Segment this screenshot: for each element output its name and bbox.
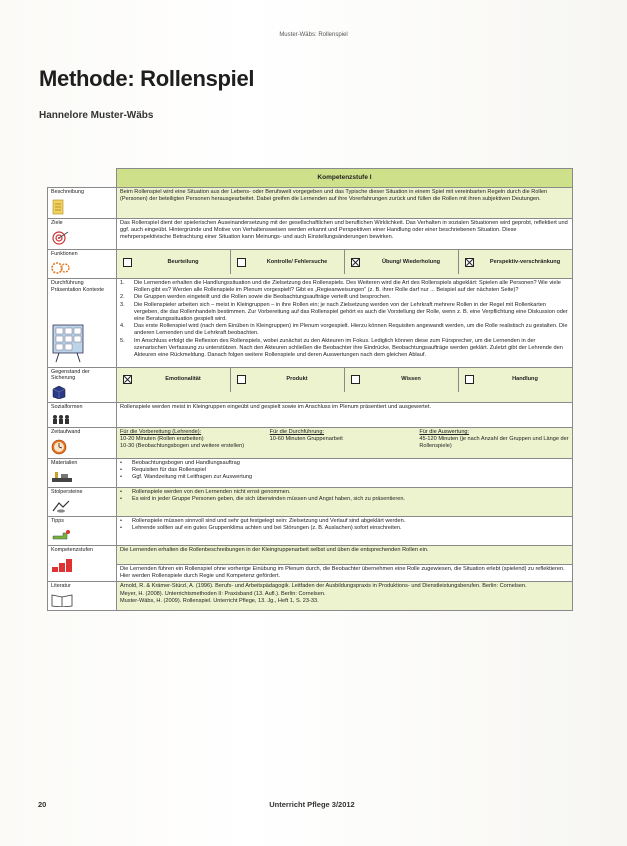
tipps-list: • Rollenspiele müssen sinnvoll sind und sehr gut festgelegt sein: Zielsetzung und Verlauf sind abgeklärt werden. • Lehrende sollten auf ein gutes Gruppenklima achten und bei Störungen (z. B. Auslachen) sofort einschreiten. xyxy=(117,517,573,546)
row-label-tipps: Tipps xyxy=(48,517,117,546)
beschreibung-text: Beim Rollenspiel wird eine Situation aus der Lebens- oder Berufswelt vorgegeben und das Typische dieser Situation in einem Spiel mit vereinbarten Regeln durch die Rollen (Personen) der beteiligten Personen herausgearbeitet. Dabei greifen die Lernenden auf ihre Vorerfahrungen zurück und füllen die Rollen mit ihren subjektiven Deutungen. xyxy=(117,188,573,219)
option-produkt: Produkt xyxy=(231,368,345,392)
zeitaufwand-cell xyxy=(117,428,573,459)
row-label-stolpersteine: Stolpersteine xyxy=(48,488,117,517)
option-uebung: Übung/ Wiederholung xyxy=(345,250,459,274)
page-title: Methode: Rollenspiel xyxy=(39,66,255,91)
checkbox-beurteilung xyxy=(123,258,132,267)
row-label-funktionen: Funktionen xyxy=(48,250,117,279)
checkbox-uebung xyxy=(351,258,360,267)
board-icon xyxy=(51,323,113,366)
row-label-literatur: Literatur xyxy=(48,582,117,611)
option-perspektiv: Perspektiv-verschränkung xyxy=(459,250,572,274)
method-table xyxy=(47,168,573,611)
clock-icon xyxy=(51,439,113,458)
durchfuehrung-steps xyxy=(117,279,573,368)
stumble-icon xyxy=(51,499,113,516)
step-1: 1. Die Lernenden erhalten die Handlungssituation und die Zielsetzung des Rollenspiels. Des Weiteren wird die Art des Rollenspiels abgeklärt: Spielen alle Personen? Wie viele Rollen gibt es? Werden alle Rollenspiele im Plenum vorgespielt? Gibt es „Regieanweisungen“ (z. B. ihrer Rolle darf nur ... Beispiel auf der nächsten Seite)? xyxy=(120,280,561,294)
magazine-name: Unterricht Pflege 3/2012 xyxy=(269,800,355,809)
book-icon xyxy=(51,593,113,610)
row-label-sozialformen: Sozialformen xyxy=(48,403,117,428)
step-3: 3. Die Rollenspieler arbeiten sich – meist in Kleingruppen – in ihre Rollen ein; je nach Zielsetzung werden von der Lehrkraft mehrere Rollen in der Regel mit Rollenkarten vergeben, die das Rollenhandeln bestimmen. Zur Vorbereitung auf das Rollenspiel gehört es auch die Vorstellung der Rolle, wenn z. B. eine Verpflichtung eine Diskussion oder eine Beratungssituation gespielt wird. xyxy=(120,301,568,323)
option-wissen: Wissen xyxy=(345,368,459,392)
gears-icon xyxy=(51,261,113,278)
materialien-list: • Beobachtungsbogen und Handlungsauftrag • Requisiten für das Rollenspiel • Ggf. Wandzeitung mit Leitfragen zur Auswertung xyxy=(117,459,573,488)
option-emotionalitaet: Emotionalität xyxy=(117,368,231,392)
checkbox-wissen xyxy=(351,375,360,384)
option-beurteilung: Beurteilung xyxy=(117,250,231,274)
competence-header: Kompetenzstufe I xyxy=(117,169,573,188)
step-4: 4. Das erste Rollenspiel wird (nach dem Einüben in Kleingruppen) im Plenum vorgespielt. Hierzu können Requisiten angewandt werden, um die Rolle realistisch zu gestalten. Die anderen Lernenden und die Lehrkraft beobachten. xyxy=(120,323,568,337)
row-label-gegenstand: Gegenstand der Sicherung xyxy=(48,367,117,403)
steps-icon xyxy=(51,557,113,576)
row-label-durchfuehrung: Durchführung Präsentation Kontexte xyxy=(48,279,117,368)
step-5: 5. Im Anschluss erfolgt die Reflexion des Rollenspiels, wobei zunächst zu den Akteuren im Fokus. Lediglich können diese zum Fürsprecher, um die Lernenden in der szenarischen Verfassung zu unterstützen. Nach den Akteuren schließen die Beobachter ihre Eindrücke, Beobachtungsaufträge werden geklärt. Zuletzt gibt der Lehrende den Akteuren eine Rückmeldung. Danach folgen weitere Rollenspiele und deren Auswertungen nach dem gleichen Ablauf. xyxy=(120,337,563,359)
literatur-list: Arnold, R. & Krämer-Stürzl, A. (1996). Berufs- und Arbeitspädagogik. Leitfaden der Ausbildungspraxis in Produktions- und Dienstleistungsberufen. Berlin: Cornelsen. Meyer, H. (2008). Unterrichtsmethoden II: Praxisband (13. Aufl.). Berlin: Cornelsen. Muster-Wäbs, H. (2009). Rollenspiel. Unterricht Pflege, 13. Jg., Heft 1, S. 23-33. xyxy=(117,582,573,611)
page-number: 20 xyxy=(38,800,47,809)
tools-icon xyxy=(51,470,113,487)
row-label-beschreibung: Beschreibung xyxy=(48,188,117,219)
kompetenzstufe-2-text: Die Lernenden führen ein Rollenspiel ohne vorherige Einübung im Plenum durch, die Beobachter übernehmen eine Rolle zugewiesen, die Situation erlebt (spielend) zu reflektieren. Hier werden Rollenspiele durch Regie und Kompetenz gefördert. xyxy=(117,565,573,582)
funktionen-options xyxy=(117,250,573,279)
document-icon xyxy=(51,199,113,218)
option-kontrolle: Kontrolle/ Fehlersuche xyxy=(231,250,345,274)
sozialformen-text: Rollenspiele werden meist in Kleingruppen eingeübt und gespielt sowie im Anschluss im Plenum präsentiert und ausgewertet. xyxy=(117,403,573,428)
kompetenzstufe-1-text: Die Lernenden erhalten die Rollenbeschreibungen in der Kleingruppenarbeit selbst und üben die entsprechenden Rollen ein. xyxy=(117,546,573,565)
step-2: 2. Die Gruppen werden eingeteilt und die Rollen sowie die Beobachtungsaufträge verteilt und besprochen. xyxy=(120,294,391,301)
stolpersteine-list: • Rollenspiele werden von den Lernenden nicht ernst genommen. • Es wird in jeder Gruppe Personen geben, die sich überwinden müssen und Angst haben, sich zu präsentieren. xyxy=(117,488,573,517)
checkbox-handlung xyxy=(465,375,474,384)
zeit-durchfuehrung: Für die Durchführung: 10-60 Minuten Gruppenarbeit xyxy=(269,429,343,443)
checkbox-kontrolle xyxy=(237,258,246,267)
ziele-text: Das Rollenspiel dient der spielerischen Auseinandersetzung mit der gesellschaftlichen und beruflichen Wirklichkeit. Das Verhalten in sozialen Situationen wird geprobt, reflektiert und ggf. auch eingeübt. Hintergründe und Motive von Verhaltensweisen werden erkannt und Perspektiven einer Handlung oder einer beschriebenen Situation. Diese mehrperspektivische Betrachtung einer Situation kann Meinungs- und auch Einstellungsänderungen bewirken. xyxy=(117,219,573,250)
option-handlung: Handlung xyxy=(459,368,572,392)
zeit-auswertung: Für die Auswertung: 45-120 Minuten (je nach Anzahl der Gruppen und Länge der Rollenspiele) xyxy=(419,429,569,450)
cube-icon xyxy=(51,385,113,402)
row-label-kompetenzstufen: Kompetenzstufen xyxy=(48,546,117,582)
running-head: Muster-Wäbs: Rollenspiel xyxy=(279,32,348,38)
author: Hannelore Muster-Wäbs xyxy=(39,110,154,121)
zeit-vorbereitung: Für die Vorbereitung (Lehrende): 10-20 Minuten (Rollen erarbeiten) 10-30 (Beobachtungsbogen und weitere erstellen) xyxy=(120,429,245,450)
row-label-ziele: Ziele xyxy=(48,219,117,250)
row-label-materialien: Materialien xyxy=(48,459,117,488)
target-icon xyxy=(51,230,113,249)
pointing-hand-icon xyxy=(51,528,113,545)
checkbox-emotionalitaet xyxy=(123,375,132,384)
checkbox-produkt xyxy=(237,375,246,384)
people-icon xyxy=(51,414,113,427)
row-label-zeitaufwand: Zeitaufwand xyxy=(48,428,117,459)
checkbox-perspektiv xyxy=(465,258,474,267)
gegenstand-options xyxy=(117,367,573,403)
